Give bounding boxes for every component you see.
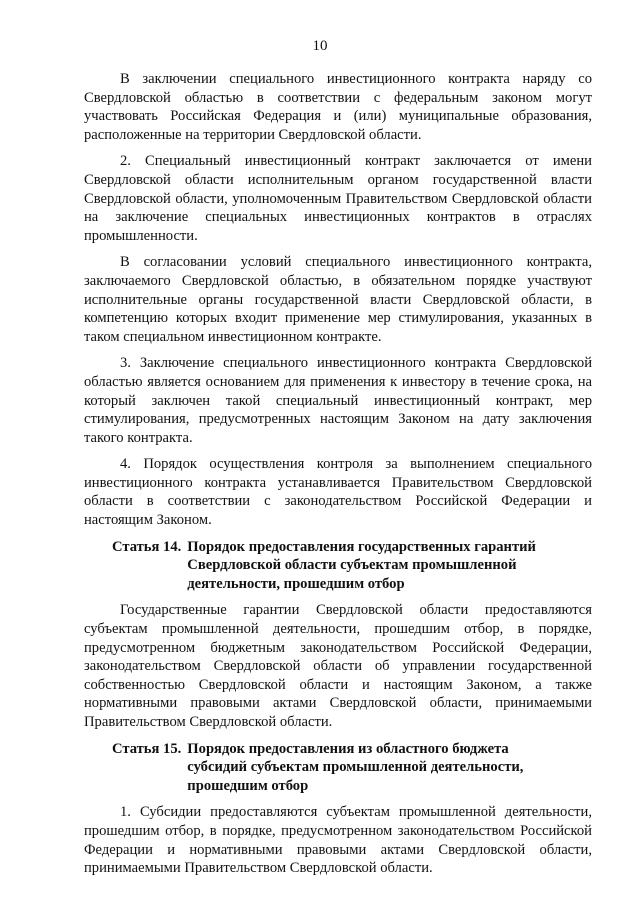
paragraph: Государственные гарантии Свердловской области предоставляются субъектам промышленной деятельности, прошедшим отбор, в порядке, предусмотренном бюджетным законодательством Российской Федерации, законодательством Свердловской области об управлении государственной собственностью Свердловской области и настоящим Законом, а также нормативными правовыми актами Свердловской области, принимаемыми Правительством Свердловской области.: [84, 602, 592, 730]
paragraph: 2. Специальный инвестиционный контракт заключается от имени Свердловской области исполнительным органом государственной власти Свердловской области, уполномоченным Правительством Свердловской области на заключение специальных инвестиционных контрактов в отраслях промышленности.: [84, 153, 592, 244]
paragraph: 4. Порядок осуществления контроля за выполнением специального инвестиционного контракта устанавливается Правительством Свердловской области в соответствии с законодательством Российской Федерации и настоящим Законом.: [84, 456, 592, 529]
paragraph: 1. Субсидии предоставляются субъектам промышленной деятельности, прошедшим отбор, в порядке, предусмотренном законодательством Российской Федерации и нормативными правовыми актами Свердловской области, принимаемыми Правительством Свердловской области.: [84, 804, 592, 877]
article-number: Статья 15.: [112, 740, 182, 757]
article-15-heading: [84, 740, 592, 796]
page-number: 10: [312, 38, 328, 54]
paragraph: В согласовании условий специального инвестиционного контракта, заключаемого Свердловской областью, в обязательном порядке участвуют исполнительные органы государственной власти Свердловской области, в компетенцию которых входит применение мер стимулирования, указанных в таком специальном инвестиционном контракте.: [84, 254, 592, 345]
article-14-heading: [84, 538, 592, 594]
document-body: [84, 70, 592, 886]
article-title: Порядок предоставления из областного бюджета субсидий субъектам промышленной деятельности, прошедшим отбор: [187, 740, 524, 794]
paragraph: В заключении специального инвестиционного контракта наряду со Свердловской областью в соответствии с федеральным законом могут участвовать Российская Федерация и (или) муниципальные образования, расположенные на территории Свердловской области.: [84, 71, 592, 143]
article-title: Порядок предоставления государственных гарантий Свердловской области субъектам промышленной деятельности, прошедшим отбор: [187, 538, 536, 592]
article-number: Статья 14.: [112, 538, 182, 555]
paragraph: 3. Заключение специального инвестиционного контракта Свердловской областью является основанием для применения к инвестору в течение срока, на который заключен такой специальный инвестиционный контракт, мер стимулирования, предусмотренных настоящим Законом на дату заключения такого контракта.: [84, 355, 592, 446]
